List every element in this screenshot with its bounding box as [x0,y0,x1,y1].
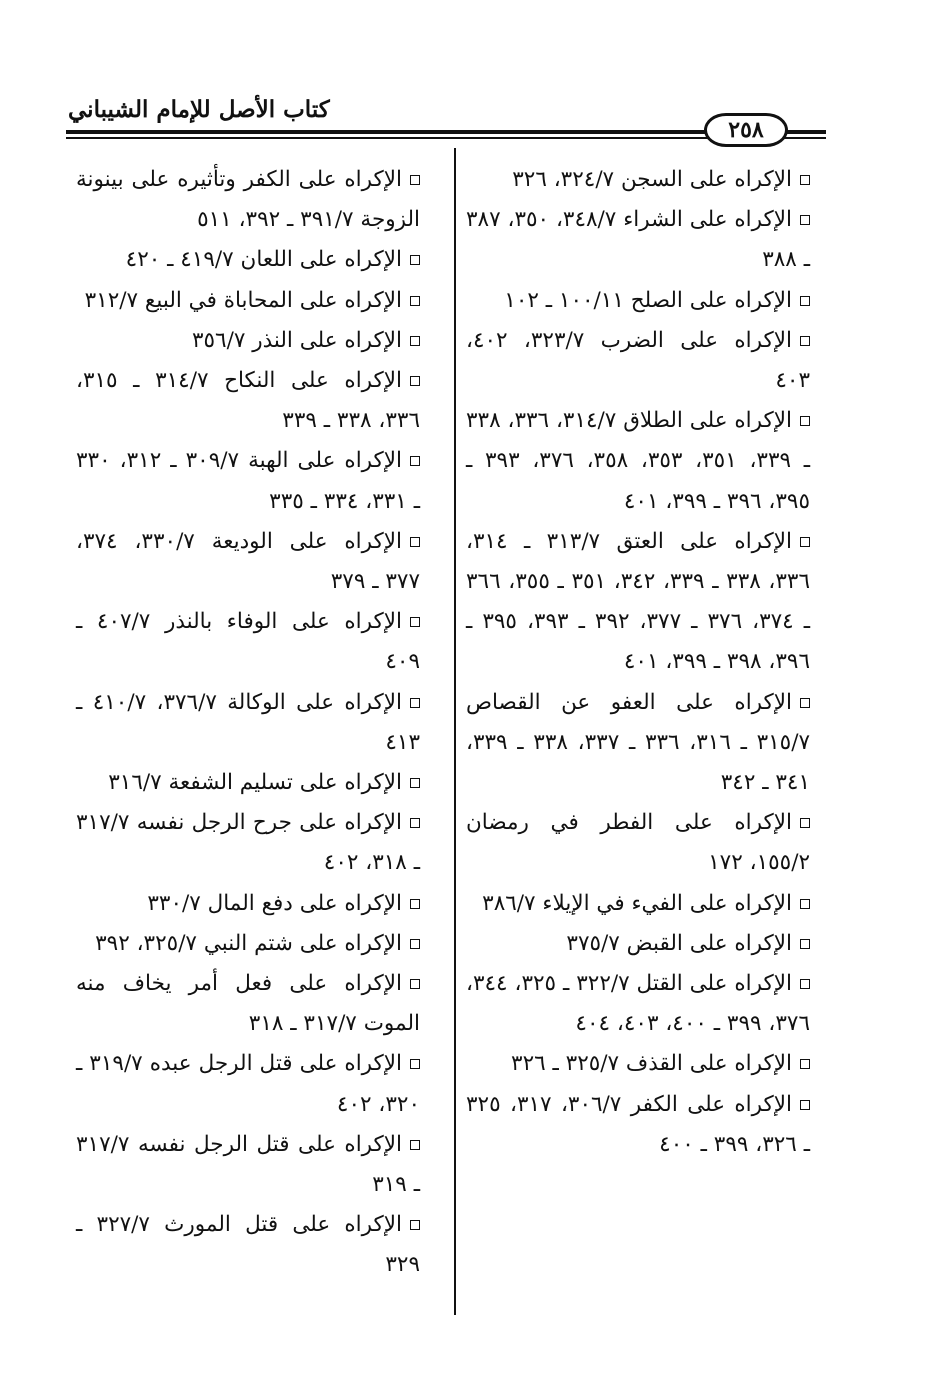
entry-text: الإكراه على الوديعة ٣٣٠/٧، ٣٧٤، ٣٧٧ ـ ٣٧٩ [76,528,420,595]
entry-text: الإكراه على الوفاء بالنذر ٤٠٧/٧ ـ ٤٠٩ [76,609,420,675]
square-bullet-icon [800,698,810,708]
index-entry [466,683,810,804]
index-entry [466,160,810,200]
index-column-left [76,160,420,1286]
index-entry [76,1125,420,1205]
square-bullet-icon [410,1059,420,1069]
index-entry [76,964,420,1044]
index-entry [76,281,420,321]
square-bullet-icon [410,296,420,306]
square-bullet-icon [410,336,420,346]
index-entry [76,1205,420,1285]
entry-text: الإكراه على العتق ٣١٣/٧ ـ ٣١٤، ٣٣٦، ٣٣٨ ـ ٣٣٩، ٣٤٢، ٣٥١ ـ ٣٥٥، ٣٦٦ ـ ٣٧٤، ٣٧٦ ـ ٣٧٧، ٣٩٢ ـ ٣٩٣، ٣٩٥ ـ ٣٩٦، ٣٩٨ ـ ٣٩٩، ٤٠١ [466,528,811,675]
square-bullet-icon [800,336,810,346]
entry-text: الإكراه على الكفر ٣٠٦/٧، ٣١٧، ٣٢٥ ـ ٣٢٦، ٣٩٩ ـ ٤٠٠ [466,1091,810,1157]
entry-text: الإكراه على الفطر في رمضان ١٥٥/٢، ١٧٢ [466,810,810,876]
square-bullet-icon [410,979,420,989]
entry-text: الإكراه على القتل ٣٢٢/٧ ـ ٣٢٥، ٣٤٤، ٣٧٦، ٣٩٩ ـ ٤٠٠، ٤٠٣، ٤٠٤ [466,971,810,1037]
entry-text: الإكراه على المحاباة في البيع ٣١٢/٧ [84,287,402,313]
square-bullet-icon [800,175,810,185]
square-bullet-icon [410,537,420,547]
index-entry [76,763,420,803]
entry-text: الإكراه على جرح الرجل نفسه ٣١٧/٧ ـ ٣١٨، ٤٠٢ [76,810,420,876]
entry-text: الإكراه على فعل أمر يخاف منه الموت ٣١٧/٧ ـ ٣١٨ [76,971,420,1037]
square-bullet-icon [410,617,420,627]
square-bullet-icon [800,1100,810,1110]
index-entry [466,1044,810,1084]
index-entry [76,683,420,763]
index-entry [76,924,420,964]
square-bullet-icon [410,255,420,265]
index-entry [466,803,810,883]
index-entry [76,1044,420,1124]
index-entry [466,522,810,683]
entry-text: الإكراه على الصلح ١٠٠/١١ ـ ١٠٢ [504,287,792,313]
square-bullet-icon [800,818,810,828]
entry-text: الإكراه على العفو عن القصاص ٣١٥/٧ ـ ٣١٦، ٣٣٦ ـ ٣٣٧، ٣٣٨ ـ ٣٣٩، ٣٤١ ـ ٣٤٢ [466,689,811,796]
square-bullet-icon [410,939,420,949]
entry-text: الإكراه على تسليم الشفعة ٣١٦/٧ [108,770,402,796]
index-column-right [466,160,810,1165]
square-bullet-icon [410,456,420,466]
square-bullet-icon [800,1059,810,1069]
square-bullet-icon [800,416,810,426]
entry-text: الإكراه على قتل الرجل عبده ٣١٩/٧ ـ ٣٢٠، ٤٠٢ [76,1051,420,1117]
page-number: ٢٥٨ [704,113,788,147]
square-bullet-icon [800,537,810,547]
index-entry [466,964,810,1044]
entry-text: الإكراه على القبض ٣٧٥/٧ [566,930,792,956]
square-bullet-icon [800,979,810,989]
entry-text: الإكراه على الفيء في الإيلاء ٣٨٦/٧ [482,890,792,916]
square-bullet-icon [800,215,810,225]
entry-text: الإكراه على قتل الرجل نفسه ٣١٧/٧ ـ ٣١٩ [76,1131,420,1198]
entry-text: الإكراه على القذف ٣٢٥/٧ ـ ٣٢٦ [511,1051,792,1077]
entry-text: الإكراه على الكفر وتأثيره على بينونة الزوجة ٣٩١/٧ ـ ٣٩٢، ٥١١ [76,167,420,233]
entry-text: الإكراه على الهبة ٣٠٩/٧ ـ ٣١٢، ٣٣٠ ـ ٣٣١، ٣٣٤ ـ ٣٣٥ [76,448,420,514]
square-bullet-icon [410,175,420,185]
index-entry [76,441,420,521]
entry-text: الإكراه على النكاح ٣١٤/٧ ـ ٣١٥، ٣٣٦، ٣٣٨ ـ ٣٣٩ [76,368,420,434]
column-divider [454,148,456,1315]
entry-text: الإكراه على الوكالة ٣٧٦/٧، ٤١٠/٧ ـ ٤١٣ [76,689,420,755]
entry-text: الإكراه على السجن ٣٢٤/٧، ٣٢٦ [512,167,792,192]
square-bullet-icon [410,899,420,909]
index-entry [76,803,420,883]
entry-text: الإكراه على دفع المال ٣٣٠/٧ [147,890,402,916]
entry-text: الإكراه على اللعان ٤١٩/٧ ـ ٤٢٠ [125,247,402,273]
index-entry [76,361,420,441]
index-entry [466,924,810,964]
index-entry [466,884,810,924]
entry-text: الإكراه على النذر ٣٥٦/٧ [191,327,402,353]
index-entry [466,200,810,280]
entry-text: الإكراه على الشراء ٣٤٨/٧، ٣٥٠، ٣٨٧ ـ ٣٨٨ [466,207,810,273]
square-bullet-icon [410,376,420,386]
square-bullet-icon [410,698,420,708]
square-bullet-icon [410,778,420,788]
index-entry [76,884,420,924]
index-entry [76,160,420,240]
index-entry [76,240,420,280]
index-entry [76,321,420,361]
index-entry [466,401,810,522]
index-entry [466,281,810,321]
square-bullet-icon [800,939,810,949]
index-entry [76,602,420,682]
square-bullet-icon [800,296,810,306]
square-bullet-icon [800,899,810,909]
index-entry [466,1085,810,1165]
book-title: كتاب الأصل للإمام الشيباني [68,96,330,123]
entry-text: الإكراه على الضرب ٣٢٣/٧، ٤٠٢، ٤٠٣ [466,327,810,394]
square-bullet-icon [410,1220,420,1230]
index-entry [466,321,810,401]
entry-text: الإكراه على قتل المورث ٣٢٧/٧ ـ ٣٢٩ [76,1212,420,1278]
entry-text: الإكراه على الطلاق ٣١٤/٧، ٣٣٦، ٣٣٨ ـ ٣٣٩، ٣٥١، ٣٥٣، ٣٥٨، ٣٧٦، ٣٩٣ ـ ٣٩٥، ٣٩٦ ـ ٣٩٩، ٤٠١ [466,408,811,514]
square-bullet-icon [410,818,420,828]
index-entry [76,522,420,602]
entry-text: الإكراه على شتم النبي ٣٢٥/٧، ٣٩٢ [95,930,402,956]
square-bullet-icon [410,1140,420,1150]
